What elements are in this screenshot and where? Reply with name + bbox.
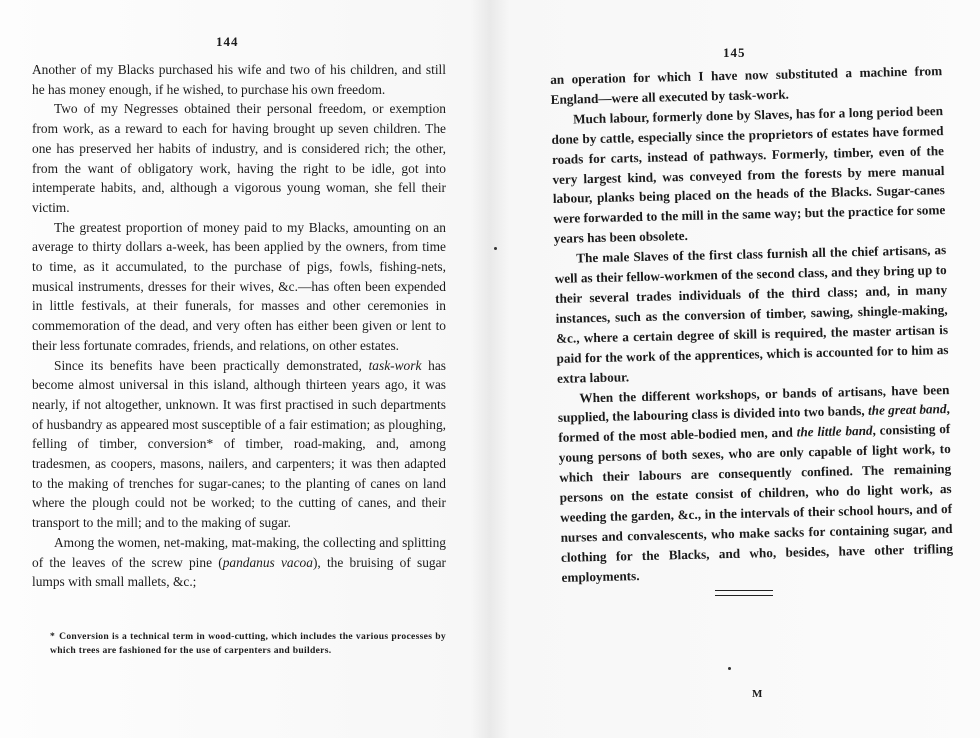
left-page-number: 144 — [216, 34, 239, 49]
right-paragraph-4-middle: , formed of the most able-bodied men, and — [558, 401, 950, 446]
right-page-number: 145 — [723, 45, 746, 60]
right-paragraph-4 — [557, 380, 953, 588]
left-paragraph-4-after: has become almost universal in this island, although thirteen years ago, it was nearly, if not altogether, unknown. It was first practised in such departments of husbandry as appeared most susceptible of a fair estimation; as ploughing, felling of timber, conversion* of timber, road-making, and, among tradesmen, as coopers, masons, nailers, and carpenters; it was then adapted to the making of trenches for sugar-canes; to the planting of canes on land where the plough could not be worked; to the cutting of canes, and their transport to the mill; and to the making of sugar. — [32, 357, 446, 531]
left-paragraph-5-before: Among the women, net-making, mat-making, the collecting and splitting of the leaves of the screw pine ( — [32, 534, 446, 570]
left-paragraph-4 — [32, 356, 446, 533]
right-paragraph-3: The male Slaves of the first class furnish all the chief artisans, as well as their fellow-workmen of the second class, and they bring up to their several trades individuals of the third class; and, in many instances, such as the conversion of timber, sawing, shingle-making, &c., where a certain degree of skill is required, the master artisan is paid for the work of the apprentices, which is accounted for to him as extra labour. — [554, 242, 949, 386]
right-paragraph-4-before: When the different workshops, or bands of artisans, have been supplied, the labouring class is divided into two bands, — [557, 381, 950, 426]
left-paragraph-3: The greatest proportion of money paid to my Blacks, amounting on an average to thirty dollars a-week, has been applied by the owners, from time to time, as it accumulated, to the purchase of pigs, fowls, fishing-nets, musical instruments, dresses for their wives, &c.—has often been expended in little festivals, at their funerals, for masses and other ceremonies in commemoration of the dead, and very often has either been given or lent to their less fortunate comrades, friends, and relations, on other estates. — [32, 219, 446, 353]
footnote-mark: * — [50, 631, 56, 642]
signature-mark: M — [752, 688, 763, 700]
right-paragraph-2: Much labour, formerly done by Slaves, has for a long period been done by cattle, especially since the proprietors of estates have formed roads for carts, instead of pathways. Formerly, timber, even of the very largest kind, was conveyed from the forests by mere manual labour, planks being placed on the heads of the Blacks. Sugar-canes were forwarded to the mill in the same way; but the practice for some years has been obsolete. — [551, 102, 946, 247]
left-paragraph-5 — [32, 533, 446, 592]
great-band-term: the great band — [867, 401, 947, 419]
right-paragraph-1: an operation for which I have now substituted a machine from England—were all executed by task-work. — [550, 63, 943, 107]
right-page-body — [550, 61, 954, 587]
right-paragraph-4-after: , consisting of young persons of both sexes, who are only capable of light work, to which their labours are consequently confined. The remaining persons on the estate consist of children, who do light work, as weeding the garden, &c., in the intervals of their school hours, and of nurses and convalescents, who make sacks for containing sugar, and clothing for the Blacks, and who, besides, have other trifling employments. — [558, 421, 954, 585]
left-paragraph-4-before: Since its benefits have been practically demonstrated, — [54, 357, 369, 373]
section-end-rule — [715, 590, 773, 596]
left-page-body — [32, 60, 446, 592]
footnote — [50, 630, 446, 658]
left-page — [32, 0, 446, 738]
gutter-speck — [494, 247, 497, 250]
ink-speck — [728, 667, 731, 670]
little-band-term: the little band — [796, 423, 873, 440]
left-paragraph-1: Another of my Blacks purchased his wife and two of his children, and still he has money enough, if he wished, to purchase his own freedom. — [32, 62, 446, 97]
pandanus-term: pandanus vacoa — [222, 554, 313, 570]
footnote-text: Conversion is a technical term in wood-cutting, which includes the various processes by which trees are fashioned for the use of carpenters and builders. — [50, 631, 446, 656]
left-paragraph-2: Two of my Negresses obtained their personal freedom, or exemption from work, as a reward to each for having brought up seven children. The one has preserved her habits of industry, and is considered rich; the other, from the want of obligatory work, having the right to be idle, got into intemperate habits, and, although a vigorous young woman, she fell their victim. — [32, 101, 446, 215]
right-page — [550, 0, 954, 738]
task-work-term: task-work — [368, 357, 422, 373]
left-paragraph-5-after: ), the bruising of sugar lumps with small mallets, &c.; — [32, 554, 446, 590]
